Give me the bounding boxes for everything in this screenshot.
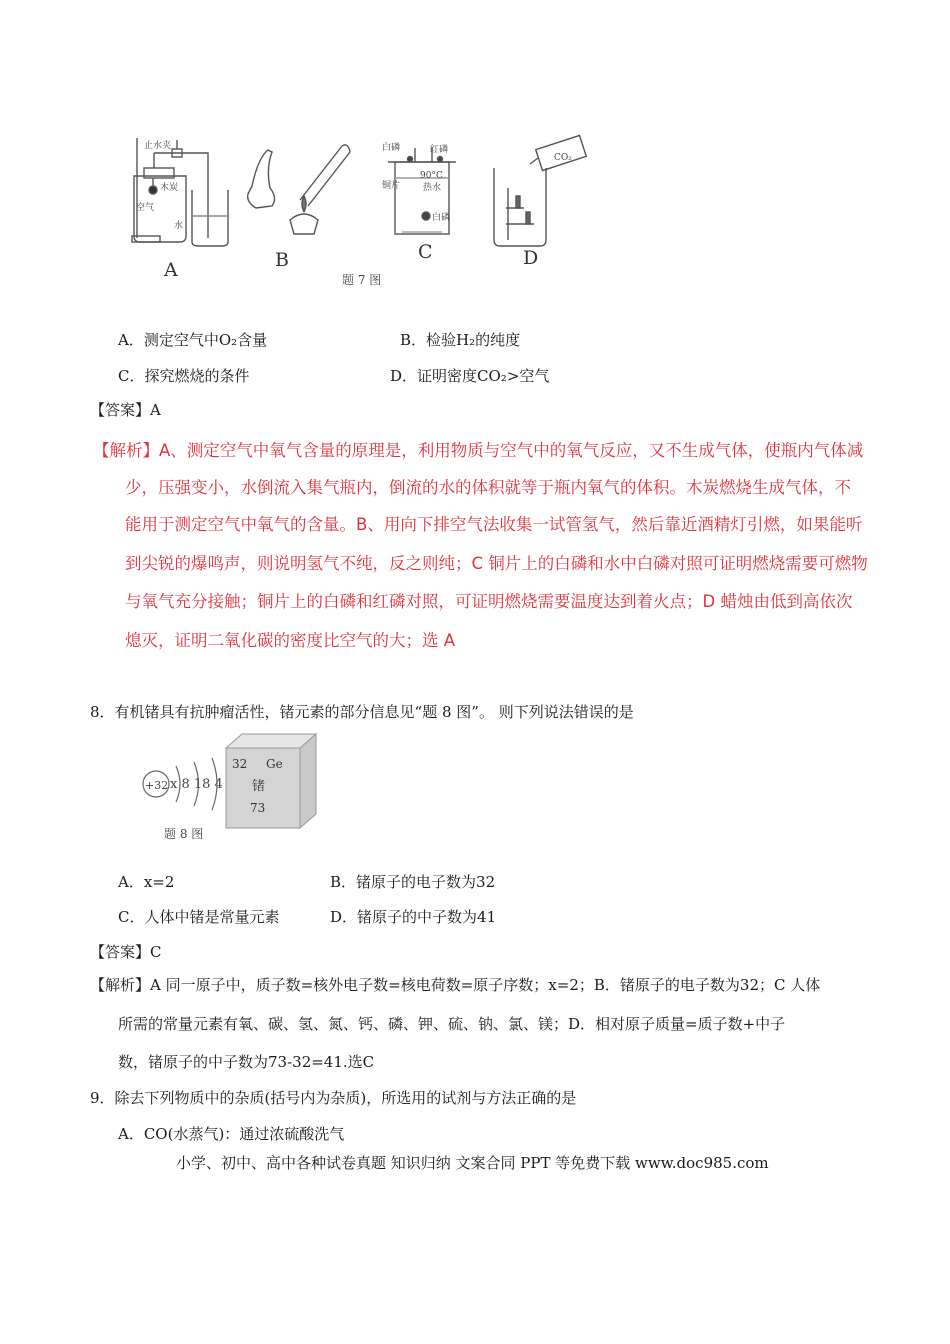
q9-stem: 9．除去下列物质中的杂质(括号内为杂质)，所选用的试剂与方法正确的是 (90, 1089, 577, 1107)
page-footer: 小学、初中、高中各种试卷真题 知识归纳 文案合同 PPT 等免费下载 www.doc985.com (176, 1154, 769, 1172)
q8-stem: 8．有机锗具有抗肿瘤活性，锗元素的部分信息见“题 8 图”。 则下列说法错误的是 (90, 703, 634, 721)
q7-option-c: C．探究燃烧的条件 (118, 367, 250, 385)
q7-option-b: B．检验H₂的纯度 (400, 331, 521, 349)
q7-option-d: D．证明密度CO₂>空气 (390, 367, 550, 385)
q9-option-a: A．CO(水蒸气)：通过浓硫酸洗气 (118, 1125, 345, 1143)
fig7-a-charcoal-label: 木炭 (160, 183, 179, 193)
q7-analysis-line-3: 能用于测定空气中氧气的含量。B、用向下排空气法收集一试管氢气，然后靠近酒精灯引燃，如果能听 (125, 515, 863, 534)
fig7-caption: 题 7 图 (342, 273, 382, 287)
q8-option-d: D．锗原子的中子数为41 (330, 908, 497, 926)
fig8-caption: 题 8 图 (164, 827, 204, 841)
q7-analysis-line-5: 与氧气充分接触；铜片上的白磷和红磷对照，可证明燃烧需要温度达到着火点；D 蜡烛由低到高依次 (125, 592, 853, 611)
q7-analysis-line-2: 少，压强变小，水倒流入集气瓶内，倒流的水的体积就等于瓶内氧气的体积。木炭燃烧生成气体，不 (125, 478, 851, 497)
q8-option-c: C．人体中锗是常量元素 (118, 908, 280, 926)
fig7-c-temp-label: 90°C (420, 171, 443, 181)
q8-option-b: B．锗原子的电子数为32 (330, 873, 496, 891)
q7-analysis-line-1: 【解析】A、测定空气中氧气含量的原理是，利用物质与空气中的氧气反应，又不生成气体，使瓶内气体减 (93, 441, 864, 460)
fig7-a-water-label: 水 (174, 221, 184, 231)
fig8-shells: x 8 18 4 (170, 777, 223, 792)
fig7-a-air-label: 空气 (136, 203, 155, 213)
q8-analysis-line-3: 数，锗原子的中子数为73-32=41.选C (118, 1053, 375, 1071)
fig7-a-clamp-label: 止水夹 (144, 141, 172, 151)
fig7-c-red-p-label: 红磷 (430, 145, 449, 155)
fig7-c-white-p-label: 白磷 (382, 143, 401, 153)
figure-7 (120, 128, 600, 298)
fig7-panel-b-label: B (275, 249, 289, 271)
figure-8 (140, 730, 340, 848)
q8-option-a: A．x=2 (118, 873, 175, 891)
fig7-d-co2-label: CO₂ (554, 153, 572, 163)
q8-analysis-line-2: 所需的常量元素有氧、碳、氢、氮、钙、磷、钾、硫、钠、氯、镁；D．相对原子质量=质子数+中子 (118, 1015, 786, 1033)
q8-answer: 【答案】C (90, 943, 162, 961)
fig7-c-white-p2-label: 白磷 (432, 213, 451, 223)
q7-analysis-line-6: 熄灭，证明二氧化碳的密度比空气的大；选 A (125, 631, 456, 650)
fig7-c-hot-water-label: 热水 (423, 183, 442, 193)
fig8-symbol: Ge (266, 757, 283, 771)
q7-analysis-line-4: 到尖锐的爆鸣声，则说明氢气不纯，反之则纯；C 铜片上的白磷和水中白磷对照可证明燃烧需要可燃物 (125, 554, 868, 573)
q7-option-a: A．测定空气中O₂含量 (118, 331, 268, 349)
q8-analysis-line-1: 【解析】A 同一原子中，质子数=核外电子数=核电荷数=原子序数；x=2；B．锗原子的电子数为32；C 人体 (90, 976, 821, 994)
fig7-panel-a-label: A (164, 259, 178, 281)
q7-answer: 【答案】A (90, 401, 161, 419)
fig8-atomic-number: 32 (232, 757, 248, 771)
fig7-c-copper-label: 铜片 (382, 181, 401, 191)
fig8-mass: 73 (250, 801, 266, 815)
fig8-element-name: 锗 (252, 779, 266, 794)
fig8-nucleus: +32 (145, 779, 169, 792)
fig7-panel-d-label: D (523, 247, 539, 269)
fig7-panel-c-label: C (418, 241, 433, 263)
